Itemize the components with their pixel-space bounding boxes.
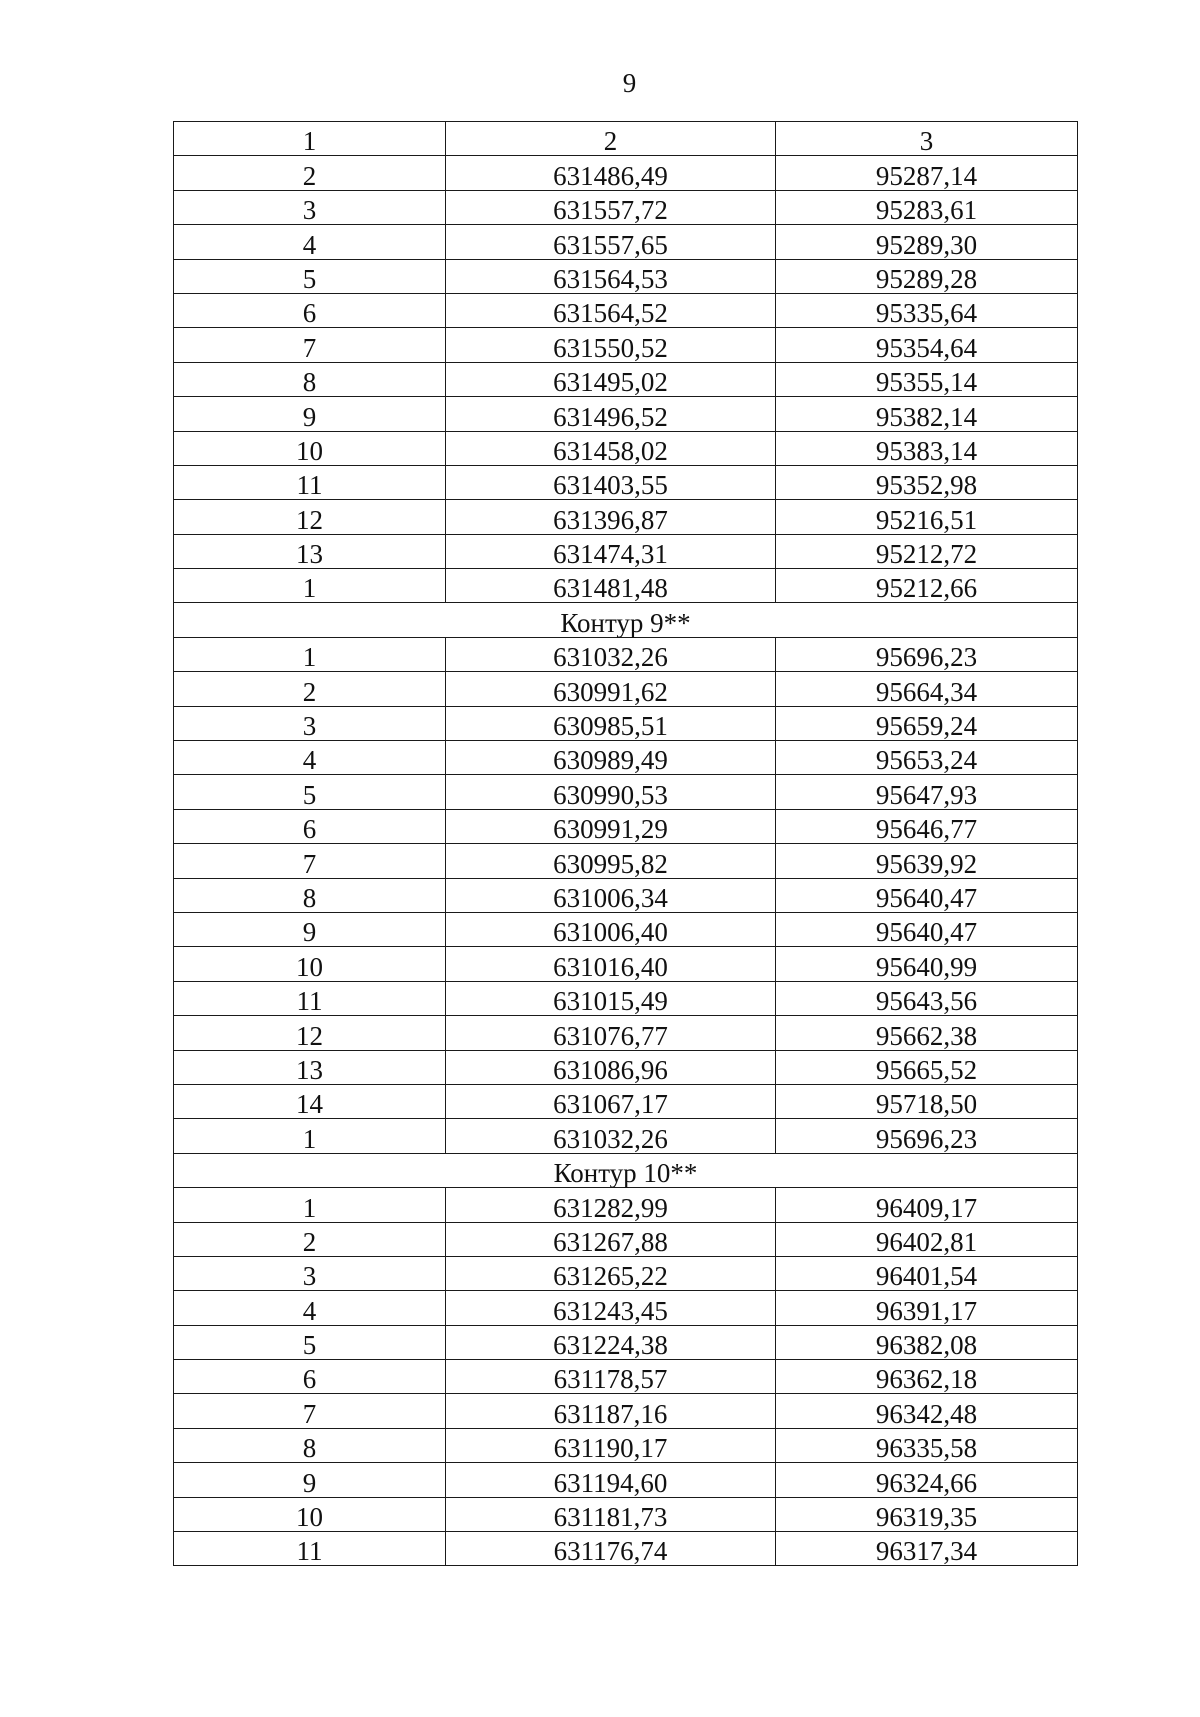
y-coordinate-cell: 95696,23: [776, 637, 1078, 671]
point-number-cell: 6: [174, 293, 446, 327]
table-row: [174, 637, 1078, 671]
table-row: [174, 1050, 1078, 1084]
y-coordinate-cell: 95287,14: [776, 156, 1078, 190]
table-row: [174, 947, 1078, 981]
x-coordinate-cell: 631194,60: [446, 1463, 776, 1497]
x-coordinate-cell: 631458,02: [446, 431, 776, 465]
coordinates-table-body: [174, 122, 1078, 1566]
x-coordinate-cell: 631403,55: [446, 465, 776, 499]
x-coordinate-cell: 631015,49: [446, 981, 776, 1015]
header-cell-x: 2: [446, 122, 776, 156]
table-row: [174, 465, 1078, 499]
y-coordinate-cell: 96362,18: [776, 1360, 1078, 1394]
x-coordinate-cell: 631267,88: [446, 1222, 776, 1256]
point-number-cell: 1: [174, 569, 446, 603]
y-coordinate-cell: 95662,38: [776, 1016, 1078, 1050]
y-coordinate-cell: 95355,14: [776, 362, 1078, 396]
table-row: [174, 431, 1078, 465]
y-coordinate-cell: 95352,98: [776, 465, 1078, 499]
x-coordinate-cell: 631557,72: [446, 190, 776, 224]
y-coordinate-cell: 95640,99: [776, 947, 1078, 981]
y-coordinate-cell: 95354,64: [776, 328, 1078, 362]
table-row: [174, 1463, 1078, 1497]
point-number-cell: 13: [174, 1050, 446, 1084]
y-coordinate-cell: 96409,17: [776, 1188, 1078, 1222]
point-number-cell: 5: [174, 259, 446, 293]
y-coordinate-cell: 95216,51: [776, 500, 1078, 534]
table-row: [174, 775, 1078, 809]
table-row: [174, 844, 1078, 878]
x-coordinate-cell: 631067,17: [446, 1084, 776, 1118]
y-coordinate-cell: 96324,66: [776, 1463, 1078, 1497]
point-number-cell: 2: [174, 1222, 446, 1256]
point-number-cell: 13: [174, 534, 446, 568]
y-coordinate-cell: 95383,14: [776, 431, 1078, 465]
y-coordinate-cell: 95640,47: [776, 912, 1078, 946]
x-coordinate-cell: 631016,40: [446, 947, 776, 981]
y-coordinate-cell: 95382,14: [776, 397, 1078, 431]
y-coordinate-cell: 95664,34: [776, 672, 1078, 706]
table-row: [174, 328, 1078, 362]
y-coordinate-cell: 95718,50: [776, 1084, 1078, 1118]
table-row: [174, 1188, 1078, 1222]
x-coordinate-cell: 631086,96: [446, 1050, 776, 1084]
y-coordinate-cell: 95646,77: [776, 809, 1078, 843]
x-coordinate-cell: 631496,52: [446, 397, 776, 431]
table-row: [174, 878, 1078, 912]
x-coordinate-cell: 630989,49: [446, 741, 776, 775]
x-coordinate-cell: 631396,87: [446, 500, 776, 534]
table-header-row: [174, 122, 1078, 156]
point-number-cell: 12: [174, 1016, 446, 1050]
y-coordinate-cell: 95696,23: [776, 1119, 1078, 1153]
x-coordinate-cell: 631564,52: [446, 293, 776, 327]
y-coordinate-cell: 96402,81: [776, 1222, 1078, 1256]
point-number-cell: 9: [174, 1463, 446, 1497]
y-coordinate-cell: 95639,92: [776, 844, 1078, 878]
table-row: [174, 500, 1078, 534]
table-row: [174, 1016, 1078, 1050]
point-number-cell: 3: [174, 1256, 446, 1290]
point-number-cell: 2: [174, 672, 446, 706]
table-row: [174, 569, 1078, 603]
point-number-cell: 4: [174, 225, 446, 259]
x-coordinate-cell: 631181,73: [446, 1497, 776, 1531]
x-coordinate-cell: 630995,82: [446, 844, 776, 878]
x-coordinate-cell: 631190,17: [446, 1428, 776, 1462]
table-row: [174, 1325, 1078, 1359]
point-number-cell: 11: [174, 465, 446, 499]
table-row: [174, 534, 1078, 568]
point-number-cell: 7: [174, 1394, 446, 1428]
y-coordinate-cell: 95283,61: [776, 190, 1078, 224]
header-cell-point-number: 1: [174, 122, 446, 156]
point-number-cell: 3: [174, 190, 446, 224]
y-coordinate-cell: 96317,34: [776, 1532, 1078, 1566]
x-coordinate-cell: 631187,16: [446, 1394, 776, 1428]
point-number-cell: 7: [174, 844, 446, 878]
point-number-cell: 2: [174, 156, 446, 190]
point-number-cell: 14: [174, 1084, 446, 1118]
table-row: [174, 225, 1078, 259]
table-row: [174, 1222, 1078, 1256]
y-coordinate-cell: 95212,66: [776, 569, 1078, 603]
table-row: [174, 912, 1078, 946]
point-number-cell: 9: [174, 912, 446, 946]
table-row: [174, 1256, 1078, 1290]
point-number-cell: 4: [174, 741, 446, 775]
point-number-cell: 5: [174, 775, 446, 809]
point-number-cell: 10: [174, 1497, 446, 1531]
point-number-cell: 11: [174, 1532, 446, 1566]
y-coordinate-cell: 95212,72: [776, 534, 1078, 568]
point-number-cell: 6: [174, 1360, 446, 1394]
table-row: [174, 1291, 1078, 1325]
x-coordinate-cell: 631032,26: [446, 637, 776, 671]
x-coordinate-cell: 631006,40: [446, 912, 776, 946]
x-coordinate-cell: 631282,99: [446, 1188, 776, 1222]
point-number-cell: 1: [174, 637, 446, 671]
y-coordinate-cell: 96319,35: [776, 1497, 1078, 1531]
section-header-row: [174, 1153, 1078, 1187]
point-number-cell: 10: [174, 431, 446, 465]
table-row: [174, 1394, 1078, 1428]
y-coordinate-cell: 96335,58: [776, 1428, 1078, 1462]
x-coordinate-cell: 631006,34: [446, 878, 776, 912]
point-number-cell: 5: [174, 1325, 446, 1359]
x-coordinate-cell: 631486,49: [446, 156, 776, 190]
table-row: [174, 981, 1078, 1015]
point-number-cell: 8: [174, 1428, 446, 1462]
y-coordinate-cell: 95289,28: [776, 259, 1078, 293]
point-number-cell: 10: [174, 947, 446, 981]
table-row: [174, 156, 1078, 190]
table-row: [174, 1532, 1078, 1566]
table-row: [174, 293, 1078, 327]
x-coordinate-cell: 631550,52: [446, 328, 776, 362]
x-coordinate-cell: 630991,29: [446, 809, 776, 843]
point-number-cell: 8: [174, 362, 446, 396]
section-title: Контур 10**: [174, 1153, 1078, 1187]
table-row: [174, 672, 1078, 706]
x-coordinate-cell: 631076,77: [446, 1016, 776, 1050]
y-coordinate-cell: 95289,30: [776, 225, 1078, 259]
x-coordinate-cell: 630991,62: [446, 672, 776, 706]
x-coordinate-cell: 631032,26: [446, 1119, 776, 1153]
y-coordinate-cell: 95665,52: [776, 1050, 1078, 1084]
point-number-cell: 7: [174, 328, 446, 362]
x-coordinate-cell: 631243,45: [446, 1291, 776, 1325]
x-coordinate-cell: 631495,02: [446, 362, 776, 396]
table-row: [174, 1119, 1078, 1153]
x-coordinate-cell: 631265,22: [446, 1256, 776, 1290]
table-row: [174, 1497, 1078, 1531]
point-number-cell: 12: [174, 500, 446, 534]
y-coordinate-cell: 96382,08: [776, 1325, 1078, 1359]
section-header-row: [174, 603, 1078, 637]
table-row: [174, 706, 1078, 740]
x-coordinate-cell: 631557,65: [446, 225, 776, 259]
y-coordinate-cell: 95659,24: [776, 706, 1078, 740]
table-row: [174, 809, 1078, 843]
table-row: [174, 362, 1078, 396]
y-coordinate-cell: 96391,17: [776, 1291, 1078, 1325]
table-row: [174, 1428, 1078, 1462]
header-cell-y: 3: [776, 122, 1078, 156]
point-number-cell: 1: [174, 1188, 446, 1222]
table-row: [174, 259, 1078, 293]
x-coordinate-cell: 631176,74: [446, 1532, 776, 1566]
point-number-cell: 1: [174, 1119, 446, 1153]
table-row: [174, 741, 1078, 775]
point-number-cell: 6: [174, 809, 446, 843]
y-coordinate-cell: 95335,64: [776, 293, 1078, 327]
table-row: [174, 1084, 1078, 1118]
point-number-cell: 11: [174, 981, 446, 1015]
coordinates-table: [173, 121, 1078, 1566]
point-number-cell: 9: [174, 397, 446, 431]
y-coordinate-cell: 95643,56: [776, 981, 1078, 1015]
point-number-cell: 8: [174, 878, 446, 912]
y-coordinate-cell: 96401,54: [776, 1256, 1078, 1290]
table-row: [174, 190, 1078, 224]
x-coordinate-cell: 631481,48: [446, 569, 776, 603]
point-number-cell: 3: [174, 706, 446, 740]
x-coordinate-cell: 630985,51: [446, 706, 776, 740]
x-coordinate-cell: 631224,38: [446, 1325, 776, 1359]
x-coordinate-cell: 631178,57: [446, 1360, 776, 1394]
y-coordinate-cell: 95647,93: [776, 775, 1078, 809]
point-number-cell: 4: [174, 1291, 446, 1325]
x-coordinate-cell: 631474,31: [446, 534, 776, 568]
x-coordinate-cell: 631564,53: [446, 259, 776, 293]
x-coordinate-cell: 630990,53: [446, 775, 776, 809]
page-number: 9: [622, 68, 637, 98]
y-coordinate-cell: 95640,47: [776, 878, 1078, 912]
section-title: Контур 9**: [174, 603, 1078, 637]
table-row: [174, 1360, 1078, 1394]
table-row: [174, 397, 1078, 431]
y-coordinate-cell: 96342,48: [776, 1394, 1078, 1428]
y-coordinate-cell: 95653,24: [776, 741, 1078, 775]
